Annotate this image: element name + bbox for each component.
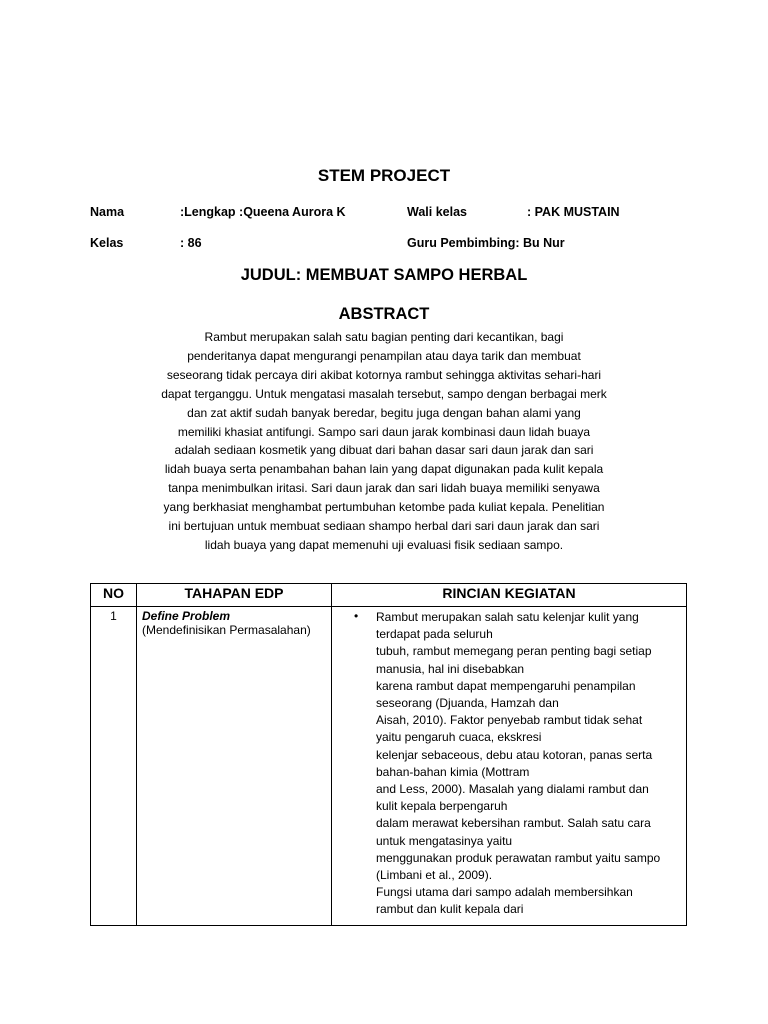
abstract-body <box>140 328 628 555</box>
rincian-line: (Limbani et al., 2009). <box>376 868 493 883</box>
edp-table <box>90 583 687 926</box>
rincian-line: dalam merawat kebersihan rambut. Salah satu cara <box>376 816 651 831</box>
project-title: JUDUL: MEMBUAT SAMPO HERBAL <box>240 266 528 284</box>
rincian-line: rambut dan kulit kepala dari <box>376 902 524 917</box>
abstract-line: tanpa menimbulkan iritasi. Sari daun jarak dan sari lidah buaya memiliki senyawa <box>168 481 600 496</box>
phase-name: Define Problem <box>142 609 231 623</box>
rincian-line: Fungsi utama dari sampo adalah membersihkan <box>376 885 633 900</box>
rincian-line: karena rambut dapat mempengaruhi penampilan <box>376 678 636 693</box>
bullet-marker: • <box>354 609 359 623</box>
abstract-line: dapat terganggu. Untuk mengatasi masalah tersebut, sampo dengan berbagai merk <box>161 386 607 401</box>
bullet-text <box>376 609 680 919</box>
name-label: Nama <box>90 205 125 219</box>
wali-kelas-value: : PAK MUSTAIN <box>527 205 620 219</box>
info-row-name <box>90 205 650 225</box>
abstract-line: memiliki khasiat antifungi. Sampo sari daun jarak kombinasi daun lidah buaya <box>177 424 591 439</box>
abstract-line: penderitanya dapat mengurangi penampilan atau daya tarik dan membuat <box>187 348 581 363</box>
phase-cell <box>137 607 332 926</box>
guru-pembimbing: Guru Pembimbing: Bu Nur <box>407 236 565 250</box>
table-row <box>91 607 687 926</box>
rincian-line: menggunakan produk perawatan rambut yaitu sampo <box>376 850 661 865</box>
name-value: :Lengkap :Queena Aurora K <box>180 205 346 219</box>
rincian-line: and Less, 2000). Masalah yang dialami rambut dan <box>376 782 649 797</box>
abstract-line: seseorang tidak percaya diri akibat kotornya rambut sehingga aktivitas sehari-hari <box>166 367 602 382</box>
abstract-line: Rambut merupakan salah satu bagian penting dari kecantikan, bagi <box>204 330 564 344</box>
rincian-line: untuk mengatasinya yaitu <box>376 833 513 848</box>
rincian-line: tubuh, rambut memegang peran penting bagi setiap <box>376 644 652 659</box>
abstract-line: lidah buaya yang dapat memenuhi uji evaluasi fisik sediaan sampo. <box>204 537 564 552</box>
abstract-heading: ABSTRACT <box>338 305 430 323</box>
header-tahapan-edp: TAHAPAN EDP <box>137 584 332 607</box>
rincian-line: kelenjar sebaceous, debu atau kotoran, panas serta <box>376 747 653 762</box>
row-number: 1 <box>91 607 137 926</box>
table-header-row <box>91 584 687 607</box>
phase-subtitle: (Mendefinisikan Permasalahan) <box>142 623 311 637</box>
rincian-line: bahan-bahan kimia (Mottram <box>376 764 530 779</box>
abstract-line: adalah sediaan kosmetik yang dibuat dari bahan dasar sari daun jarak dan sari <box>174 443 594 458</box>
rincian-line: terdapat pada seluruh <box>376 627 493 642</box>
abstract-line: dan zat aktif sudah banyak beredar, begitu juga dengan bahan alami yang <box>187 405 581 420</box>
bullet-item <box>354 609 680 919</box>
rincian-cell <box>332 607 687 926</box>
wali-kelas-label: Wali kelas <box>407 205 467 219</box>
kelas-label: Kelas <box>90 236 124 250</box>
kelas-value: : 86 <box>180 236 202 250</box>
info-row-class <box>90 236 650 256</box>
abstract-line: ini bertujuan untuk membuat sediaan shampo herbal dari sari daun jarak dan sari <box>168 519 600 534</box>
rincian-line: yaitu pengaruh cuaca, ekskresi <box>376 730 542 745</box>
abstract-line: yang berkhasiat menghambat pertumbuhan ketombe pada kuliat kepala. Penelitian <box>163 500 605 515</box>
rincian-line: kulit kepala berpengaruh <box>376 799 508 814</box>
header-no: NO <box>91 584 137 607</box>
rincian-line: manusia, hal ini disebabkan <box>376 661 525 676</box>
rincian-line: Rambut merupakan salah satu kelenjar kulit yang <box>376 610 639 624</box>
rincian-line: seseorang (Djuanda, Hamzah dan <box>376 696 559 711</box>
header-rincian-kegiatan: RINCIAN KEGIATAN <box>332 584 687 607</box>
abstract-line: lidah buaya serta penambahan bahan lain yang dapat digunakan pada kulit kepala <box>164 462 604 477</box>
document-title: STEM PROJECT <box>317 166 451 185</box>
rincian-line: Aisah, 2010). Faktor penyebab rambut tidak sehat <box>376 713 643 728</box>
